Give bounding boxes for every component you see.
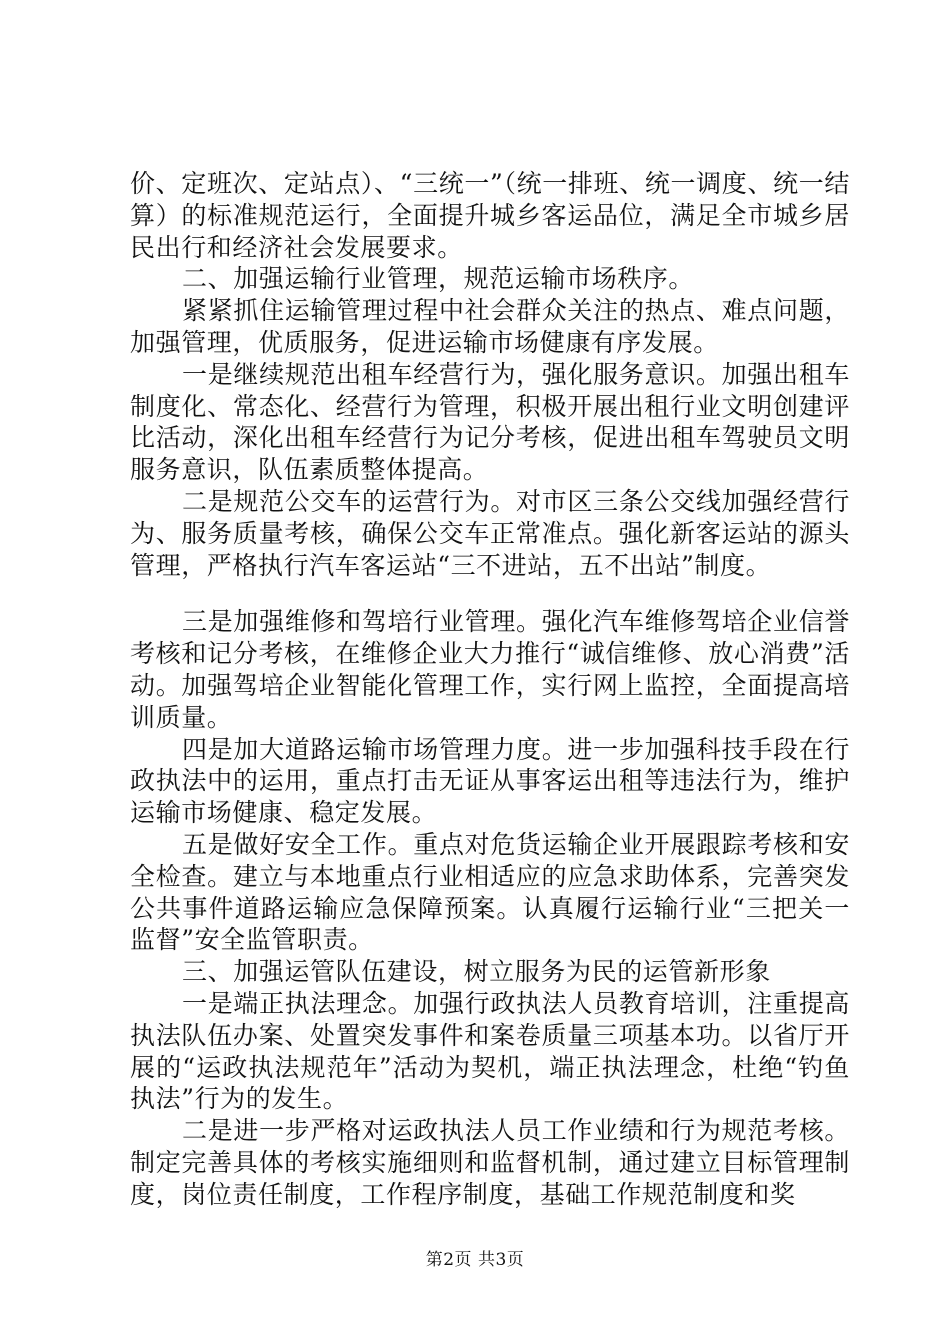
paragraph: 五是做好安全工作。重点对危货运输企业开展跟踪考核和安全检查。建立与本地重点行业相适应的应急求助体系，完善突发公共事件道路运输应急保障预案。认真履行运输行业“三把关一监督”安全监管职责。	[130, 829, 850, 955]
paragraph: 一是继续规范出租车经营行为，强化服务意识。加强出租车制度化、常态化、经营行为管理，积极开展出租行业文明创建评比活动，深化出租车经营行为记分考核，促进出租车驾驶员文明服务意识，队伍素质整体提高。	[130, 359, 850, 485]
paragraph: 三是加强维修和驾培行业管理。强化汽车维修驾培企业信誉考核和记分考核，在维修企业大力推行“诚信维修、放心消费”活动。加强驾培企业智能化管理工作，实行网上监控，全面提高培训质量。	[130, 607, 850, 732]
section-heading-3: 三、加强运管队伍建设，树立服务为民的运管新形象	[182, 957, 771, 987]
paragraph: 二是规范公交车的运营行为。对市区三条公交线加强经营行为、服务质量考核，确保公交车正常准点。强化新客运站的源头管理，严格执行汽车客运站“三不进站，五不出站”制度。	[130, 486, 850, 580]
page-footer: 第2页 共3页	[425, 1250, 525, 1270]
paragraph: 四是加大道路运输市场管理力度。进一步加强科技手段在行政执法中的运用，重点打击无证从事客运出租等违法行为，维护运输市场健康、稳定发展。	[130, 734, 850, 828]
paragraph: 二是进一步严格对运政执法人员工作业绩和行为规范考核。制定完善具体的考核实施细则和监督机制，通过建立目标管理制度，岗位责任制度，工作程序制度，基础工作规范制度和奖	[130, 1116, 850, 1209]
document-body	[130, 168, 850, 1211]
paragraph-continuation: 价、定班次、定站点）、“三统一”（统一排班、统一调度、统一结算）的标准规范运行，全面提升城乡客运品位，满足全市城乡居民出行和经济社会发展要求。	[130, 169, 850, 262]
section-heading-2: 二、加强运输行业管理，规范运输市场秩序。	[182, 264, 695, 294]
paragraph: 一是端正执法理念。加强行政执法人员教育培训，注重提高执法队伍办案、处置突发事件和案卷质量三项基本功。以省厅开展的“运政执法规范年”活动为契机，端正执法理念，杜绝“钓鱼执法”行为的发生。	[130, 988, 850, 1114]
paragraph: 紧紧抓住运输管理过程中社会群众关注的热点、难点问题，加强管理，优质服务，促进运输市场健康有序发展。	[130, 296, 850, 357]
